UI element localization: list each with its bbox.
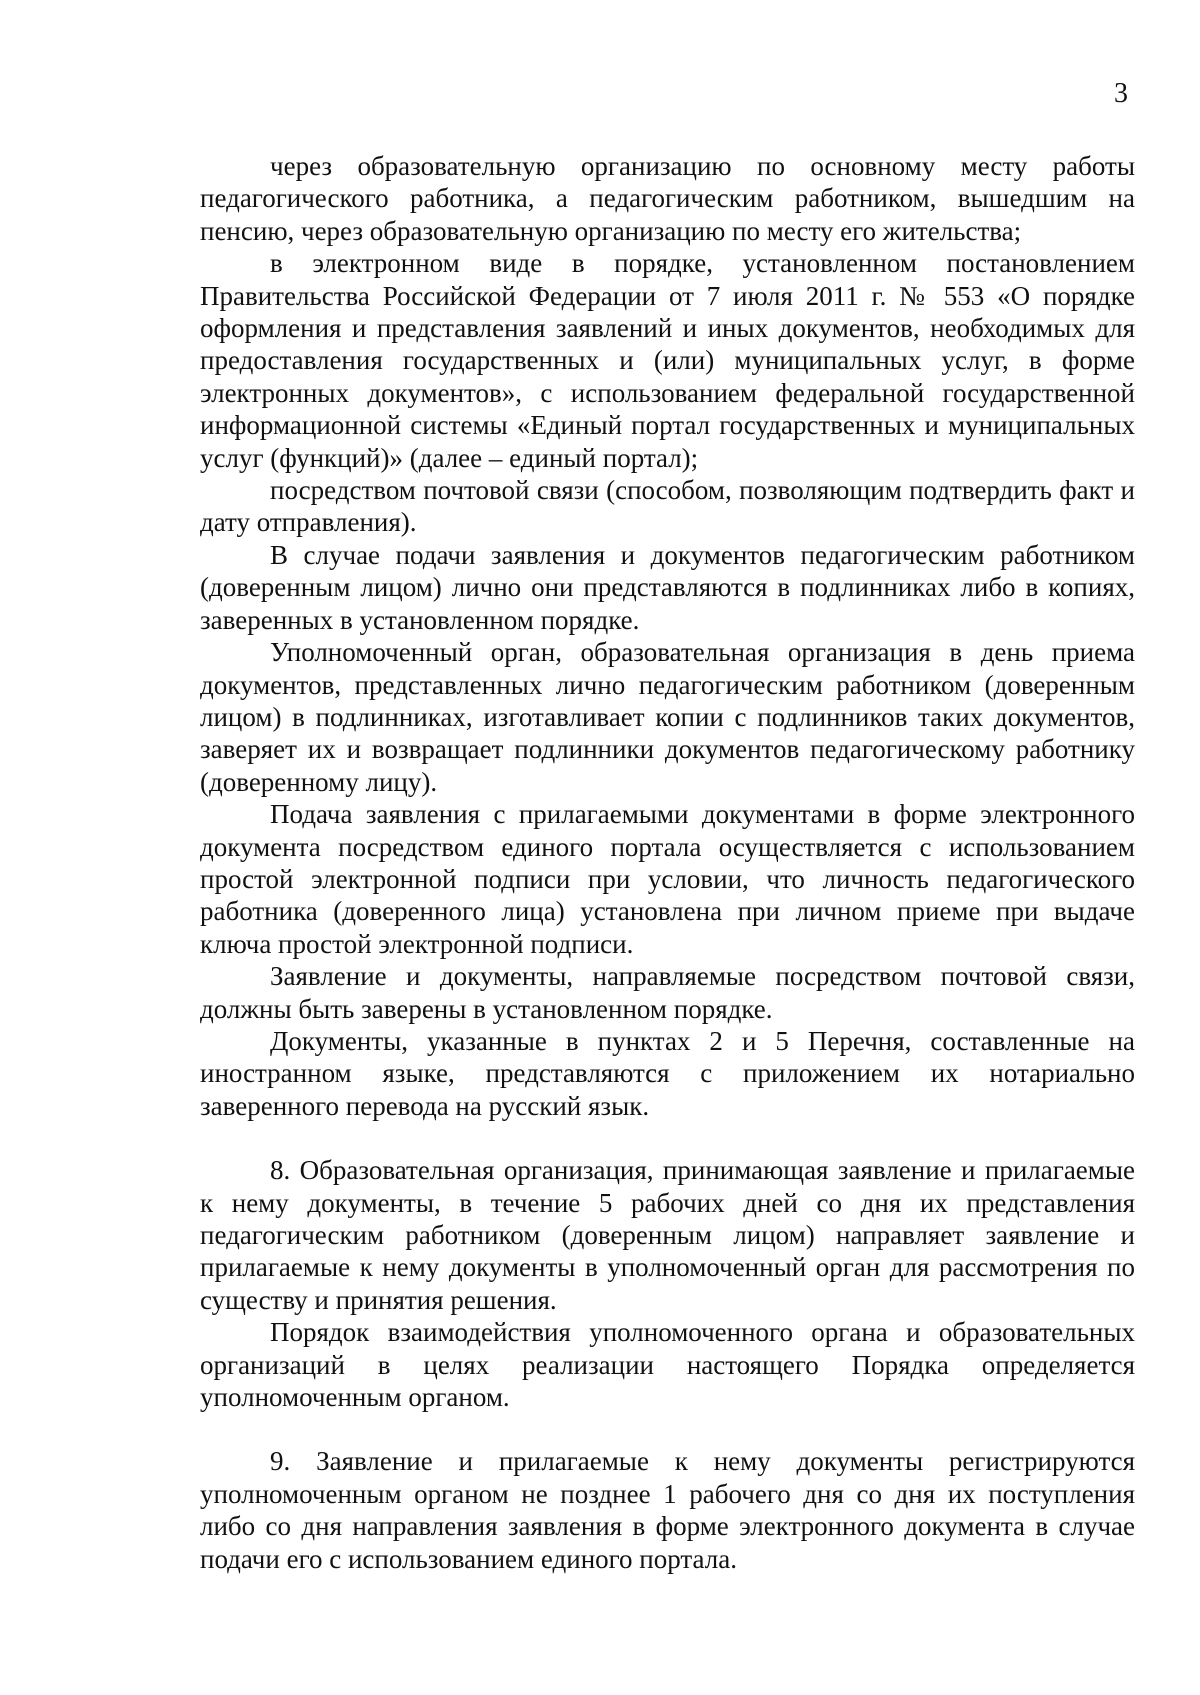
- document-body: [200, 150, 1135, 1575]
- paragraph-electronic-signature: Подача заявления с прилагаемыми документами в форме электронного документа посредством единого портала осуществляется с использованием простой электронной подписи при условии, что личность педагогического работника (доверенного лица) установлена при личном приеме при выдаче ключа простой электронной подписи.: [200, 799, 1135, 959]
- paragraph-item-8: 8. Образовательная организация, принимающая заявление и прилагаемые к нему документы, в течение 5 рабочих дней со дня их представления педагогическим работником (доверенным лицом) направляет заявление и прилагаемые к нему документы в уполномоченный орган для рассмотрения по существу и принятия решения.: [200, 1155, 1135, 1315]
- paragraph-postal-submission: посредством почтовой связи (способом, позволяющим подтвердить факт и дату отправления).: [200, 475, 1135, 538]
- page-number: 3: [1114, 78, 1128, 109]
- paragraph-postal-certification: Заявление и документы, направляемые посредством почтовой связи, должны быть заверены в установленном порядке.: [200, 961, 1135, 1024]
- paragraph-foreign-language-documents: Документы, указанные в пунктах 2 и 5 Перечня, составленные на иностранном языке, представляются с приложением их нотариально заверенного перевода на русский язык.: [200, 1025, 1135, 1121]
- paragraph-copies-certification: Уполномоченный орган, образовательная организация в день приема документов, представленных лично педагогическим работником (доверенным лицом) в подлинниках, изготавливает копии с подлинников таких документов, заверяет их и возвращает подлинники документов педагогическому работнику (доверенному лицу).: [200, 637, 1135, 797]
- paragraph-originals-or-copies: В случае подачи заявления и документов педагогическим работником (доверенным лицом) лично они представляются в подлинниках либо в копиях, заверенных в установленном порядке.: [200, 539, 1135, 635]
- paragraph-electronic-submission: в электронном виде в порядке, установленном постановлением Правительства Российской Федерации от 7 июля 2011 г. № 553 «О порядке оформления и представления заявлений и иных документов, необходимых для предоставления государственных и (или) муниципальных услуг, в форме электронных документов», с использованием федеральной государственной информационной системы «Единый портал государственных и муниципальных услуг (функций)» (далее – единый портал);: [200, 248, 1135, 473]
- paragraph-interaction-procedure: Порядок взаимодействия уполномоченного органа и образовательных организаций в целях реализации настоящего Порядка определяется уполномоченным органом.: [200, 1317, 1135, 1413]
- paragraph-submission-via-organization: через образовательную организацию по основному месту работы педагогического работника, а педагогическим работником, вышедшим на пенсию, через образовательную организацию по месту его жительства;: [200, 151, 1135, 246]
- paragraph-item-9: 9. Заявление и прилагаемые к нему документы регистрируются уполномоченным органом не позднее 1 рабочего дня со дня их поступления либо со дня направления заявления в форме электронного документа в случае подачи его с использованием единого портала.: [200, 1446, 1135, 1574]
